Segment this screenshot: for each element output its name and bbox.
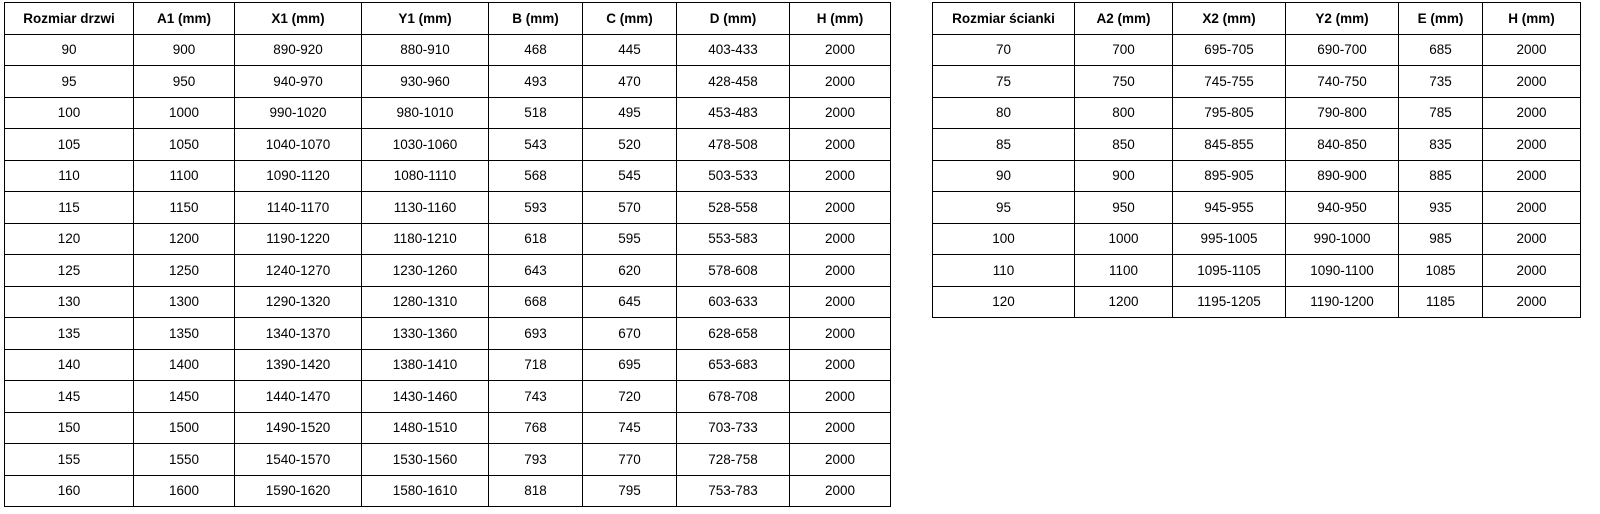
table-row (5, 475, 891, 507)
door-sizes-cell: 135 (5, 318, 134, 350)
door-sizes-cell: 445 (583, 34, 677, 66)
door-sizes-cell: 2000 (790, 34, 891, 66)
door-sizes-cell: 1400 (134, 349, 235, 381)
door-sizes-cell: 1480-1510 (362, 412, 489, 444)
door-sizes-cell: 1540-1570 (235, 444, 362, 476)
wall-sizes-cell: 100 (933, 223, 1075, 255)
wall-sizes-cell: 1085 (1399, 255, 1483, 287)
door-sizes-cell: 990-1020 (235, 97, 362, 129)
door-sizes-cell: 1290-1320 (235, 286, 362, 318)
wall-sizes-column-header: X2 (mm) (1173, 3, 1286, 35)
door-sizes-cell: 150 (5, 412, 134, 444)
table-row (5, 412, 891, 444)
door-sizes-cell: 2000 (790, 475, 891, 507)
wall-sizes-cell: 1090-1100 (1286, 255, 1399, 287)
wall-sizes-cell: 950 (1075, 192, 1173, 224)
door-sizes-cell: 795 (583, 475, 677, 507)
wall-sizes-cell: 1200 (1075, 286, 1173, 318)
door-sizes-cell: 2000 (790, 223, 891, 255)
table-row (5, 129, 891, 161)
door-sizes-cell: 468 (489, 34, 583, 66)
door-sizes-cell: 743 (489, 381, 583, 413)
wall-sizes-cell: 1190-1200 (1286, 286, 1399, 318)
door-sizes-cell: 2000 (790, 444, 891, 476)
wall-sizes-cell: 690-700 (1286, 34, 1399, 66)
wall-sizes-cell: 940-950 (1286, 192, 1399, 224)
door-sizes-cell: 90 (5, 34, 134, 66)
wall-sizes-cell: 1185 (1399, 286, 1483, 318)
door-sizes-cell: 1180-1210 (362, 223, 489, 255)
door-sizes-cell: 1100 (134, 160, 235, 192)
wall-sizes-column-header: Rozmiar ścianki (933, 3, 1075, 35)
wall-sizes-cell: 2000 (1483, 129, 1581, 161)
door-sizes-cell: 1330-1360 (362, 318, 489, 350)
wall-sizes-cell: 120 (933, 286, 1075, 318)
door-sizes-cell: 595 (583, 223, 677, 255)
table-row (5, 192, 891, 224)
door-sizes-cell: 145 (5, 381, 134, 413)
door-sizes-table-container (4, 2, 891, 507)
door-sizes-cell: 570 (583, 192, 677, 224)
wall-sizes-table (932, 2, 1581, 318)
door-sizes-cell: 403-433 (677, 34, 790, 66)
wall-sizes-cell: 795-805 (1173, 97, 1286, 129)
wall-sizes-cell: 1195-1205 (1173, 286, 1286, 318)
door-sizes-cell: 745 (583, 412, 677, 444)
door-sizes-cell: 553-583 (677, 223, 790, 255)
wall-sizes-cell: 70 (933, 34, 1075, 66)
door-sizes-cell: 703-733 (677, 412, 790, 444)
wall-sizes-cell: 2000 (1483, 192, 1581, 224)
door-sizes-cell: 1580-1610 (362, 475, 489, 507)
table-row (5, 34, 891, 66)
door-sizes-cell: 2000 (790, 192, 891, 224)
wall-sizes-cell: 800 (1075, 97, 1173, 129)
door-sizes-cell: 1040-1070 (235, 129, 362, 161)
door-sizes-cell: 2000 (790, 349, 891, 381)
door-sizes-cell: 1390-1420 (235, 349, 362, 381)
wall-sizes-table-head (933, 3, 1581, 35)
door-sizes-cell: 1490-1520 (235, 412, 362, 444)
wall-sizes-column-header: H (mm) (1483, 3, 1581, 35)
wall-sizes-cell: 740-750 (1286, 66, 1399, 98)
wall-sizes-cell: 890-900 (1286, 160, 1399, 192)
door-sizes-cell: 753-783 (677, 475, 790, 507)
door-sizes-cell: 940-970 (235, 66, 362, 98)
door-sizes-column-header: H (mm) (790, 3, 891, 35)
table-row (5, 381, 891, 413)
table-header-row (5, 3, 891, 35)
wall-sizes-column-header: A2 (mm) (1075, 3, 1173, 35)
wall-sizes-cell: 745-755 (1173, 66, 1286, 98)
door-sizes-cell: 1530-1560 (362, 444, 489, 476)
door-sizes-column-header: C (mm) (583, 3, 677, 35)
door-sizes-cell: 890-920 (235, 34, 362, 66)
wall-sizes-cell: 2000 (1483, 255, 1581, 287)
door-sizes-cell: 1280-1310 (362, 286, 489, 318)
table-row (5, 255, 891, 287)
door-sizes-cell: 1000 (134, 97, 235, 129)
door-sizes-cell: 2000 (790, 129, 891, 161)
wall-sizes-cell: 1095-1105 (1173, 255, 1286, 287)
door-sizes-cell: 100 (5, 97, 134, 129)
door-sizes-cell: 1350 (134, 318, 235, 350)
wall-sizes-cell: 935 (1399, 192, 1483, 224)
door-sizes-cell: 1380-1410 (362, 349, 489, 381)
door-sizes-column-header: X1 (mm) (235, 3, 362, 35)
door-sizes-cell: 493 (489, 66, 583, 98)
door-sizes-cell: 2000 (790, 412, 891, 444)
door-sizes-cell: 125 (5, 255, 134, 287)
table-row (5, 286, 891, 318)
door-sizes-cell: 593 (489, 192, 583, 224)
door-sizes-cell: 1600 (134, 475, 235, 507)
door-sizes-cell: 545 (583, 160, 677, 192)
table-row (933, 66, 1581, 98)
wall-sizes-cell: 685 (1399, 34, 1483, 66)
table-row (5, 349, 891, 381)
wall-sizes-cell: 840-850 (1286, 129, 1399, 161)
door-sizes-cell: 670 (583, 318, 677, 350)
door-sizes-cell: 478-508 (677, 129, 790, 161)
door-sizes-column-header: A1 (mm) (134, 3, 235, 35)
door-sizes-cell: 2000 (790, 97, 891, 129)
door-sizes-cell: 155 (5, 444, 134, 476)
door-sizes-cell: 120 (5, 223, 134, 255)
door-sizes-cell: 718 (489, 349, 583, 381)
door-sizes-cell: 1050 (134, 129, 235, 161)
wall-sizes-cell: 990-1000 (1286, 223, 1399, 255)
door-sizes-cell: 568 (489, 160, 583, 192)
door-sizes-cell: 115 (5, 192, 134, 224)
door-sizes-cell: 2000 (790, 381, 891, 413)
door-sizes-cell: 1030-1060 (362, 129, 489, 161)
door-sizes-cell: 1430-1460 (362, 381, 489, 413)
door-sizes-cell: 1250 (134, 255, 235, 287)
wall-sizes-cell: 2000 (1483, 160, 1581, 192)
wall-sizes-cell: 885 (1399, 160, 1483, 192)
wall-sizes-column-header: E (mm) (1399, 3, 1483, 35)
wall-sizes-cell: 85 (933, 129, 1075, 161)
table-row (5, 97, 891, 129)
wall-sizes-cell: 735 (1399, 66, 1483, 98)
door-sizes-cell: 618 (489, 223, 583, 255)
door-sizes-cell: 1140-1170 (235, 192, 362, 224)
door-sizes-cell: 95 (5, 66, 134, 98)
wall-sizes-cell: 850 (1075, 129, 1173, 161)
door-sizes-cell: 578-608 (677, 255, 790, 287)
door-sizes-cell: 1300 (134, 286, 235, 318)
door-sizes-cell: 603-633 (677, 286, 790, 318)
table-row (933, 286, 1581, 318)
door-sizes-cell: 2000 (790, 286, 891, 318)
wall-sizes-cell: 2000 (1483, 223, 1581, 255)
table-row (933, 34, 1581, 66)
table-row (5, 444, 891, 476)
door-sizes-cell: 643 (489, 255, 583, 287)
door-sizes-cell: 1150 (134, 192, 235, 224)
door-sizes-cell: 1590-1620 (235, 475, 362, 507)
table-row (933, 192, 1581, 224)
wall-sizes-cell: 90 (933, 160, 1075, 192)
door-sizes-cell: 503-533 (677, 160, 790, 192)
door-sizes-table-body (5, 34, 891, 507)
door-sizes-cell: 793 (489, 444, 583, 476)
wall-sizes-cell: 1100 (1075, 255, 1173, 287)
door-sizes-cell: 1090-1120 (235, 160, 362, 192)
table-header-row (933, 3, 1581, 35)
door-sizes-cell: 528-558 (677, 192, 790, 224)
door-sizes-cell: 1190-1220 (235, 223, 362, 255)
door-sizes-cell: 768 (489, 412, 583, 444)
door-sizes-cell: 1500 (134, 412, 235, 444)
wall-sizes-cell: 845-855 (1173, 129, 1286, 161)
door-sizes-cell: 880-910 (362, 34, 489, 66)
door-sizes-cell: 653-683 (677, 349, 790, 381)
door-sizes-cell: 160 (5, 475, 134, 507)
table-row (933, 255, 1581, 287)
door-sizes-cell: 693 (489, 318, 583, 350)
door-sizes-cell: 695 (583, 349, 677, 381)
door-sizes-cell: 930-960 (362, 66, 489, 98)
door-sizes-cell: 1080-1110 (362, 160, 489, 192)
door-sizes-cell: 1550 (134, 444, 235, 476)
door-sizes-cell: 105 (5, 129, 134, 161)
door-sizes-cell: 628-658 (677, 318, 790, 350)
door-sizes-cell: 140 (5, 349, 134, 381)
door-sizes-cell: 1340-1370 (235, 318, 362, 350)
door-sizes-cell: 1440-1470 (235, 381, 362, 413)
door-sizes-cell: 720 (583, 381, 677, 413)
wall-sizes-cell: 1000 (1075, 223, 1173, 255)
wall-sizes-cell: 700 (1075, 34, 1173, 66)
door-sizes-cell: 2000 (790, 318, 891, 350)
door-sizes-cell: 130 (5, 286, 134, 318)
table-row (933, 160, 1581, 192)
table-row (933, 97, 1581, 129)
wall-sizes-cell: 80 (933, 97, 1075, 129)
door-sizes-cell: 2000 (790, 66, 891, 98)
door-sizes-cell: 668 (489, 286, 583, 318)
wall-sizes-cell: 75 (933, 66, 1075, 98)
door-sizes-cell: 428-458 (677, 66, 790, 98)
door-sizes-cell: 453-483 (677, 97, 790, 129)
door-sizes-cell: 620 (583, 255, 677, 287)
door-sizes-cell: 900 (134, 34, 235, 66)
door-sizes-cell: 2000 (790, 255, 891, 287)
door-sizes-cell: 980-1010 (362, 97, 489, 129)
table-row (5, 318, 891, 350)
wall-sizes-cell: 2000 (1483, 34, 1581, 66)
door-sizes-cell: 1450 (134, 381, 235, 413)
wall-sizes-cell: 785 (1399, 97, 1483, 129)
door-sizes-column-header: D (mm) (677, 3, 790, 35)
wall-sizes-cell: 995-1005 (1173, 223, 1286, 255)
wall-sizes-cell: 985 (1399, 223, 1483, 255)
door-sizes-cell: 110 (5, 160, 134, 192)
wall-sizes-cell: 750 (1075, 66, 1173, 98)
wall-sizes-cell: 2000 (1483, 66, 1581, 98)
door-sizes-column-header: B (mm) (489, 3, 583, 35)
wall-sizes-table-body (933, 34, 1581, 318)
door-sizes-cell: 520 (583, 129, 677, 161)
wall-sizes-cell: 95 (933, 192, 1075, 224)
wall-sizes-cell: 790-800 (1286, 97, 1399, 129)
wall-sizes-cell: 2000 (1483, 97, 1581, 129)
door-sizes-cell: 1240-1270 (235, 255, 362, 287)
door-sizes-cell: 2000 (790, 160, 891, 192)
wall-sizes-cell: 945-955 (1173, 192, 1286, 224)
door-sizes-column-header: Rozmiar drzwi (5, 3, 134, 35)
wall-sizes-table-container (932, 2, 1581, 318)
table-row (5, 66, 891, 98)
wall-sizes-cell: 2000 (1483, 286, 1581, 318)
wall-sizes-cell: 900 (1075, 160, 1173, 192)
door-sizes-column-header: Y1 (mm) (362, 3, 489, 35)
table-row (5, 223, 891, 255)
door-sizes-cell: 1130-1160 (362, 192, 489, 224)
table-row (5, 160, 891, 192)
door-sizes-cell: 470 (583, 66, 677, 98)
table-row (933, 129, 1581, 161)
wall-sizes-cell: 895-905 (1173, 160, 1286, 192)
door-sizes-cell: 950 (134, 66, 235, 98)
door-sizes-cell: 818 (489, 475, 583, 507)
door-sizes-cell: 678-708 (677, 381, 790, 413)
door-sizes-cell: 1230-1260 (362, 255, 489, 287)
wall-sizes-cell: 695-705 (1173, 34, 1286, 66)
wall-sizes-cell: 110 (933, 255, 1075, 287)
door-sizes-table (4, 2, 891, 507)
table-row (933, 223, 1581, 255)
door-sizes-table-head (5, 3, 891, 35)
door-sizes-cell: 770 (583, 444, 677, 476)
door-sizes-cell: 518 (489, 97, 583, 129)
wall-sizes-column-header: Y2 (mm) (1286, 3, 1399, 35)
door-sizes-cell: 645 (583, 286, 677, 318)
door-sizes-cell: 1200 (134, 223, 235, 255)
door-sizes-cell: 495 (583, 97, 677, 129)
door-sizes-cell: 728-758 (677, 444, 790, 476)
wall-sizes-cell: 835 (1399, 129, 1483, 161)
door-sizes-cell: 543 (489, 129, 583, 161)
